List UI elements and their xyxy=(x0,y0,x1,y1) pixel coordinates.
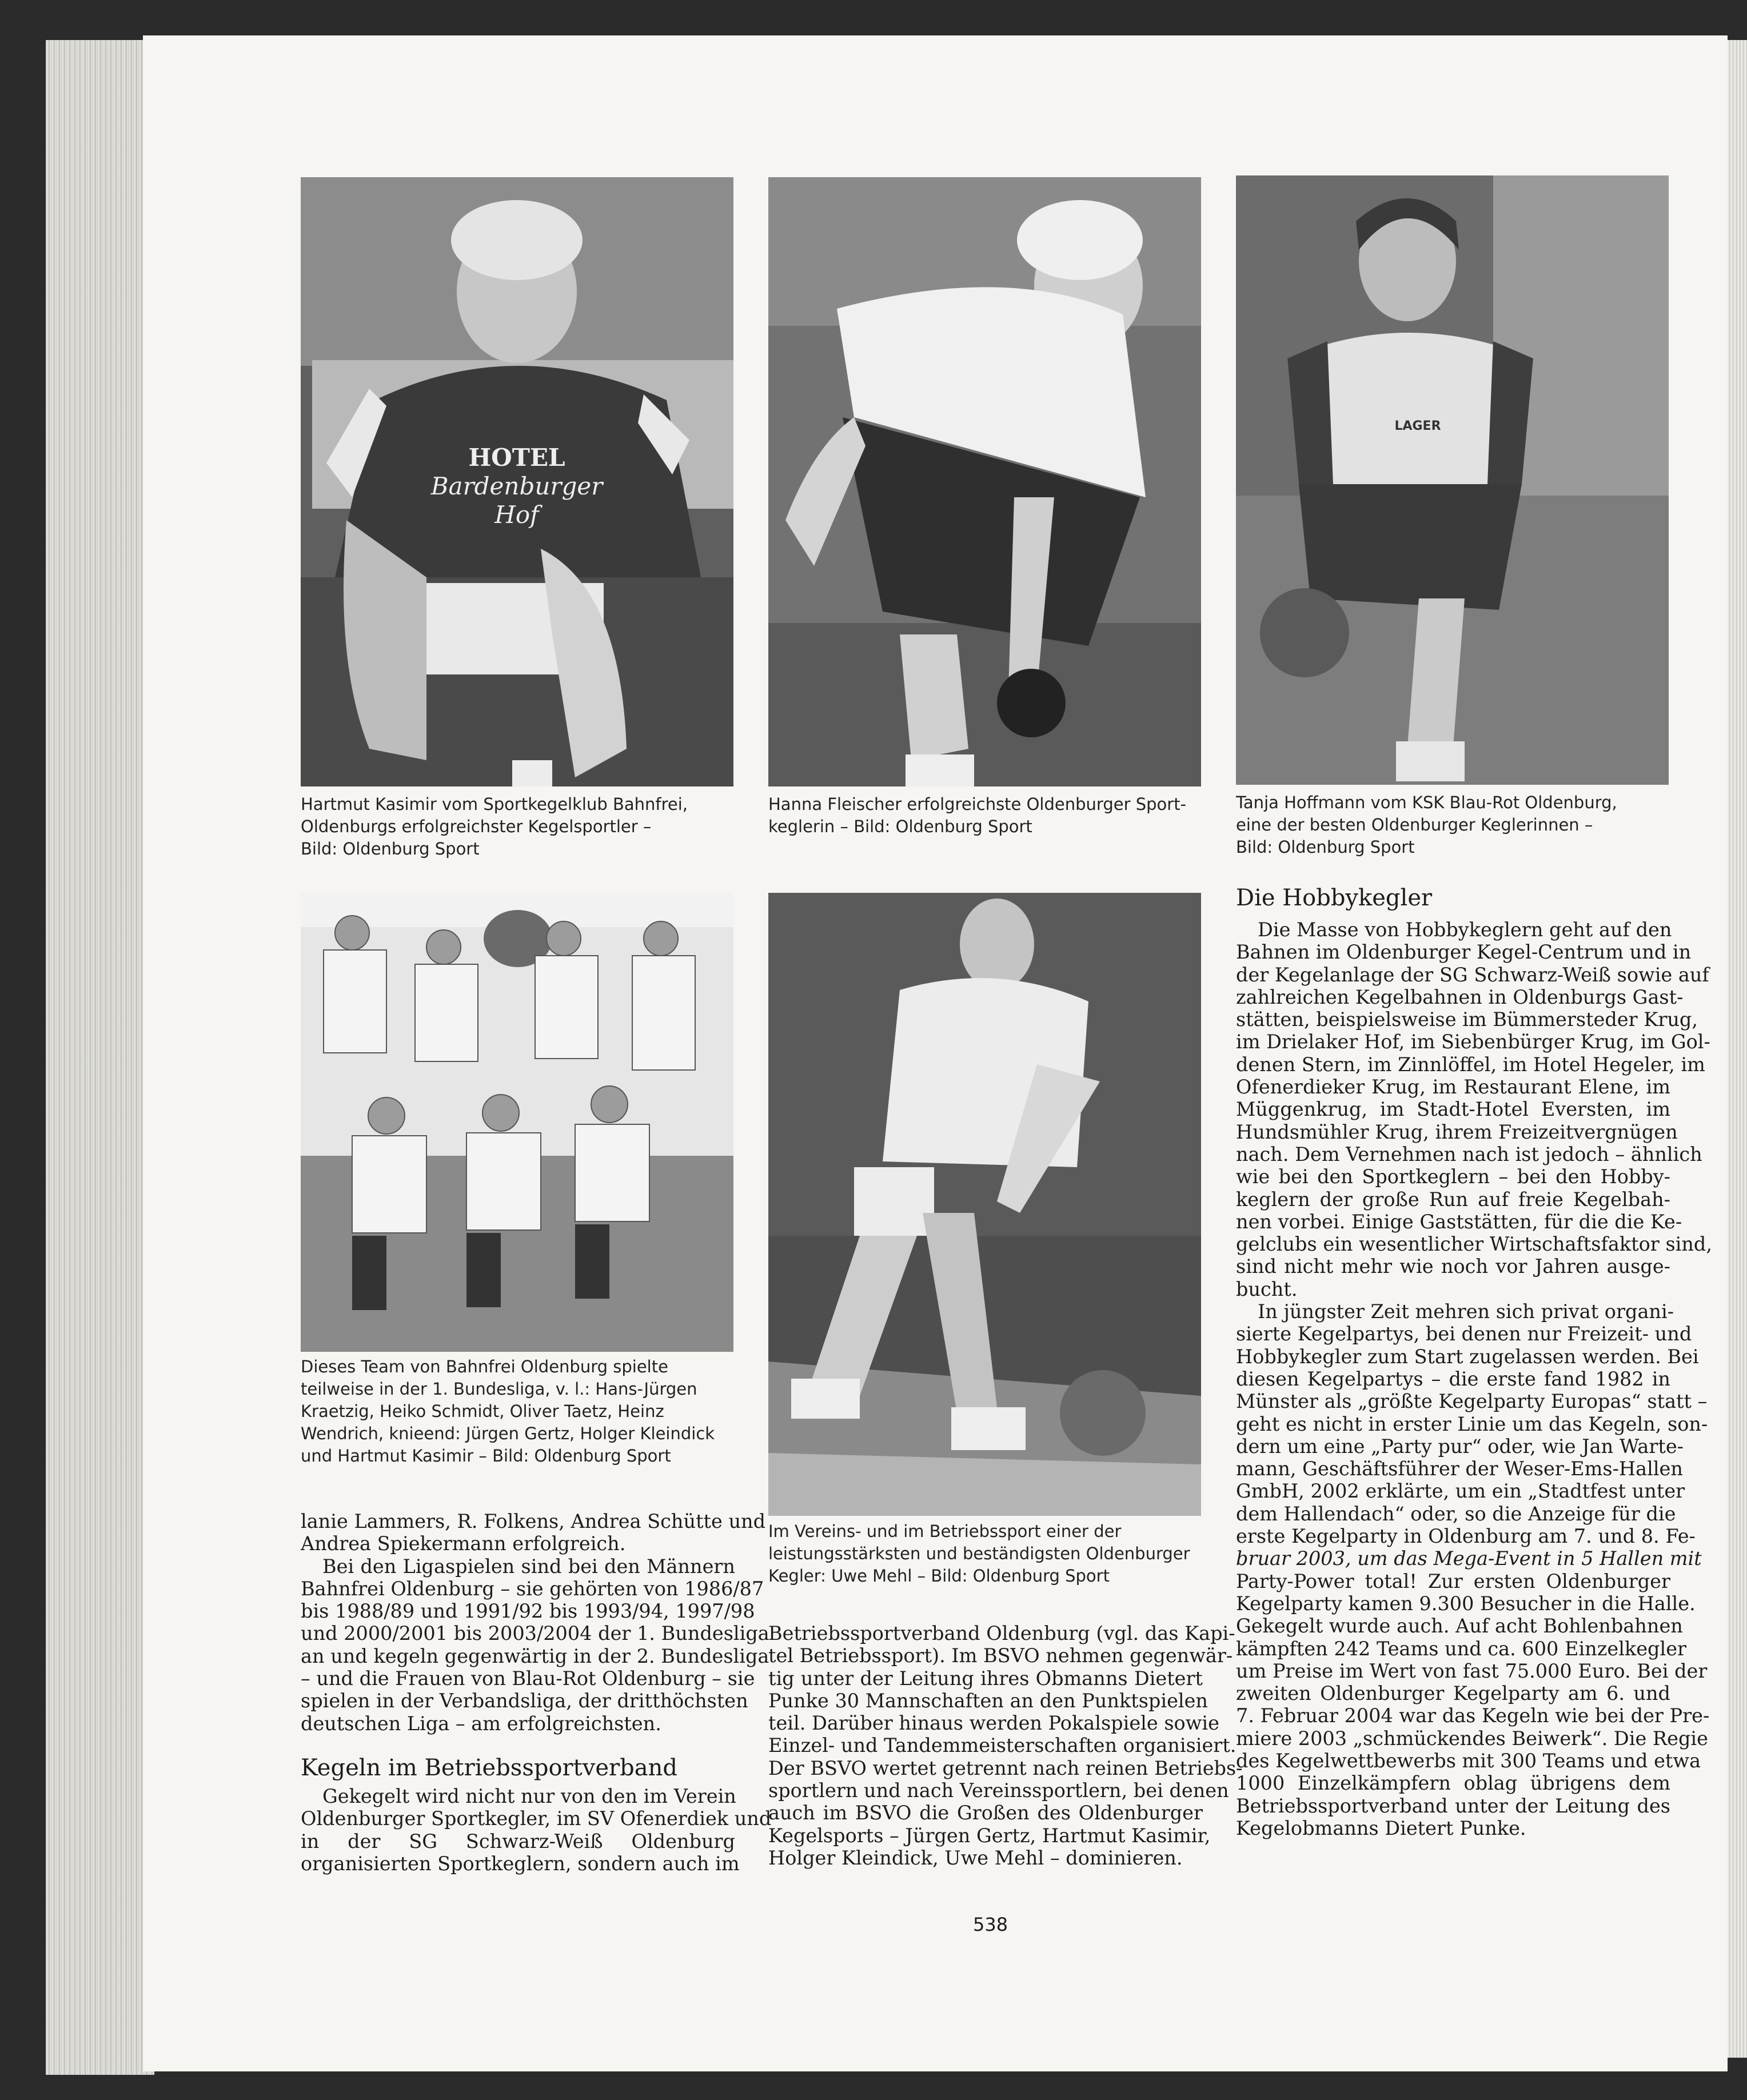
caption-photo-5: Im Vereins- und im Betriebssport einer der leistungsstärksten und beständigsten Oldenburger Kegler: Uwe Mehl – Bild: Oldenburg Sport xyxy=(768,1522,1190,1586)
photo-hartmut-kasimir xyxy=(301,177,733,786)
caption-photo-2: Hanna Fleischer erfolgreichste Oldenburger Sport- keglerin – Bild: Oldenburg Sport xyxy=(768,795,1187,836)
book-page-edges xyxy=(46,40,154,2075)
text-column-1: lanie Lammers, R. Folkens, Andrea Schütte und Andrea Spiekermann erfolgreich. Bei den Ligaspielen sind bei den Männern Bahnfrei Oldenburg – sie gehörten von 1986/87 bis 1988/89 und 1991/92 bis 1993/94, 1997/98 und 2000/2001 bis 2003/2004 der 1. Bundesliga an und kegeln gegenwärtig in der 2. Bundesliga – und die Frauen von Blau-Rot Oldenburg – sie spielen in der Verbandsliga, der dritthöchsten deutschen Liga – am erfolgreichsten. xyxy=(301,1510,769,1735)
photo-tanja-hoffmann xyxy=(1236,175,1669,785)
photo-hanna-fleischer xyxy=(768,177,1201,786)
text-column-1-continued: Gekegelt wird nicht nur von den im Verein Oldenburger Sportkegler, im SV Ofenerdiek und in der SG Schwarz-Weiß Oldenburg organisierten Sportkeglern, sondern auch im xyxy=(301,1785,772,1875)
photo-uwe-mehl xyxy=(768,893,1201,1516)
photo-bahnfrei-team xyxy=(301,893,733,1352)
caption-photo-1: Hartmut Kasimir vom Sportkegelklub Bahnfrei, Oldenburgs erfolgreichster Kegelsportler – Bild: Oldenburg Sport xyxy=(301,795,688,859)
kneeling-players xyxy=(352,1086,649,1233)
text-column-3: Die Masse von Hobbykeglern geht auf den Bahnen im Oldenburger Kegel-Centrum und in der Kegelanlage der SG Schwarz-Weiß sowie auf zahlreichen Kegelbahnen in Oldenburgs Gast- stätten, beispielsweise im Bümmersteder Krug, im Drielaker Hof, im Siebenbürger Krug, im Gol- denen Stern, im Zinnlöffel, im Hotel Hegeler, im Ofenerdieker Krug, im Restaurant Elene, im Müggenkrug, im Stadt-Hotel Eversten, im Hundsmühler Krug, ihrem Freizeitvergnügen nach. Dem Vernehmen nach ist jedoch – ähnlich wie bei den Sportkeglern – bei den Hobby- keglern der große Run auf freie Kegelbah- nen vorbei. Einige Gaststätten, für die die Ke- gelclubs ein wesentlicher Wirtschaftsfaktor sind, sind nicht mehr wie noch vor Jahren ausge- bucht. In jüngster Zeit mehren sich privat organi- sierte Kegelpartys, bei denen nur Freizeit- und Hobbykegler zum Start zugelassen werden. Bei diesen Kegelpartys – die erste fand 1982 in Münster als „größte Kegelparty Europas“ statt – geht es nicht in erster Linie um das Kegeln, son- dern um eine „Party pur“ oder, wie Jan Warte- mann, Geschäftsführer der Weser-Ems-Hallen GmbH, 2002 erklärte, um ein „Stadtfest unter dem Hallendach“ oder, so die Anzeige für die erste Kegelparty in Oldenburg am 7. und 8. Fe- bruar 2003, um das Mega-Event in 5 Hallen mit Party-Power total! Zur ersten Oldenburger Kegelparty kamen 9.300 Besucher in die Halle. Gekegelt wurde auch. Auf acht Bohlenbahnen kämpften 242 Teams und ca. 600 Einzelkegler um Preise im Wert von fast 75.000 Euro. Bei der zweiten Oldenburger Kegelparty am 6. und 7. Februar 2004 war das Kegeln wie bei der Pre- miere 2003 „schmückendes Beiwerk“. Die Regie des Kegelwettbewerbs mit 300 Teams und etwa 1000 Einzelkämpfern oblag übrigens dem Betriebssportverband unter der Leitung des Kegelobmanns Dietert Punke. xyxy=(1236,919,1713,1839)
text-column-2: Betriebssportverband Oldenburg (vgl. das Kapi- tel Betriebssport). Im BSVO nehmen gegenwär- tig unter der Leitung ihres Obmanns Dietert Punke 30 Mannschaften an den Punktspielen teil. Darüber hinaus werden Pokalspiele sowie Einzel- und Tandemmeisterschaften organisiert. Der BSVO wertet getrennt nach reinen Betriebs- sportlern und nach Vereinssportlern, bei denen auch im BSVO die Großen des Oldenburger Kegelsports – Jürgen Gertz, Hartmut Kasimir, Holger Kleindick, Uwe Mehl – dominieren. xyxy=(768,1622,1243,1869)
heading-kegeln-im-betriebssportverband: Kegeln im Betriebssportverband xyxy=(301,1755,677,1781)
heading-die-hobbykegler: Die Hobbykegler xyxy=(1236,885,1433,911)
page-number: 538 xyxy=(973,1914,1008,1935)
shirt-text-line3: Hof xyxy=(494,501,539,529)
shirt-text-line2: Bardenburger xyxy=(430,472,603,500)
shirt-text-lager: LAGER xyxy=(1394,419,1441,433)
caption-photo-3: Tanja Hoffmann vom KSK Blau-Rot Oldenburg, eine der besten Oldenburger Keglerinnen – Bild: Oldenburg Sport xyxy=(1236,793,1617,857)
caption-photo-4: Dieses Team von Bahnfrei Oldenburg spielte teilweise in der 1. Bundesliga, v. l.: Hans-Jürgen Kraetzig, Heiko Schmidt, Oliver Taetz, Heinz Wendrich, knieend: Jürgen Gertz, Holger Kleindick und Hartmut Kasimir – Bild: Oldenburg Sport xyxy=(301,1357,715,1466)
shirt-text-line1: HOTEL xyxy=(468,444,565,472)
book-page-edges-right xyxy=(1726,40,1747,2058)
